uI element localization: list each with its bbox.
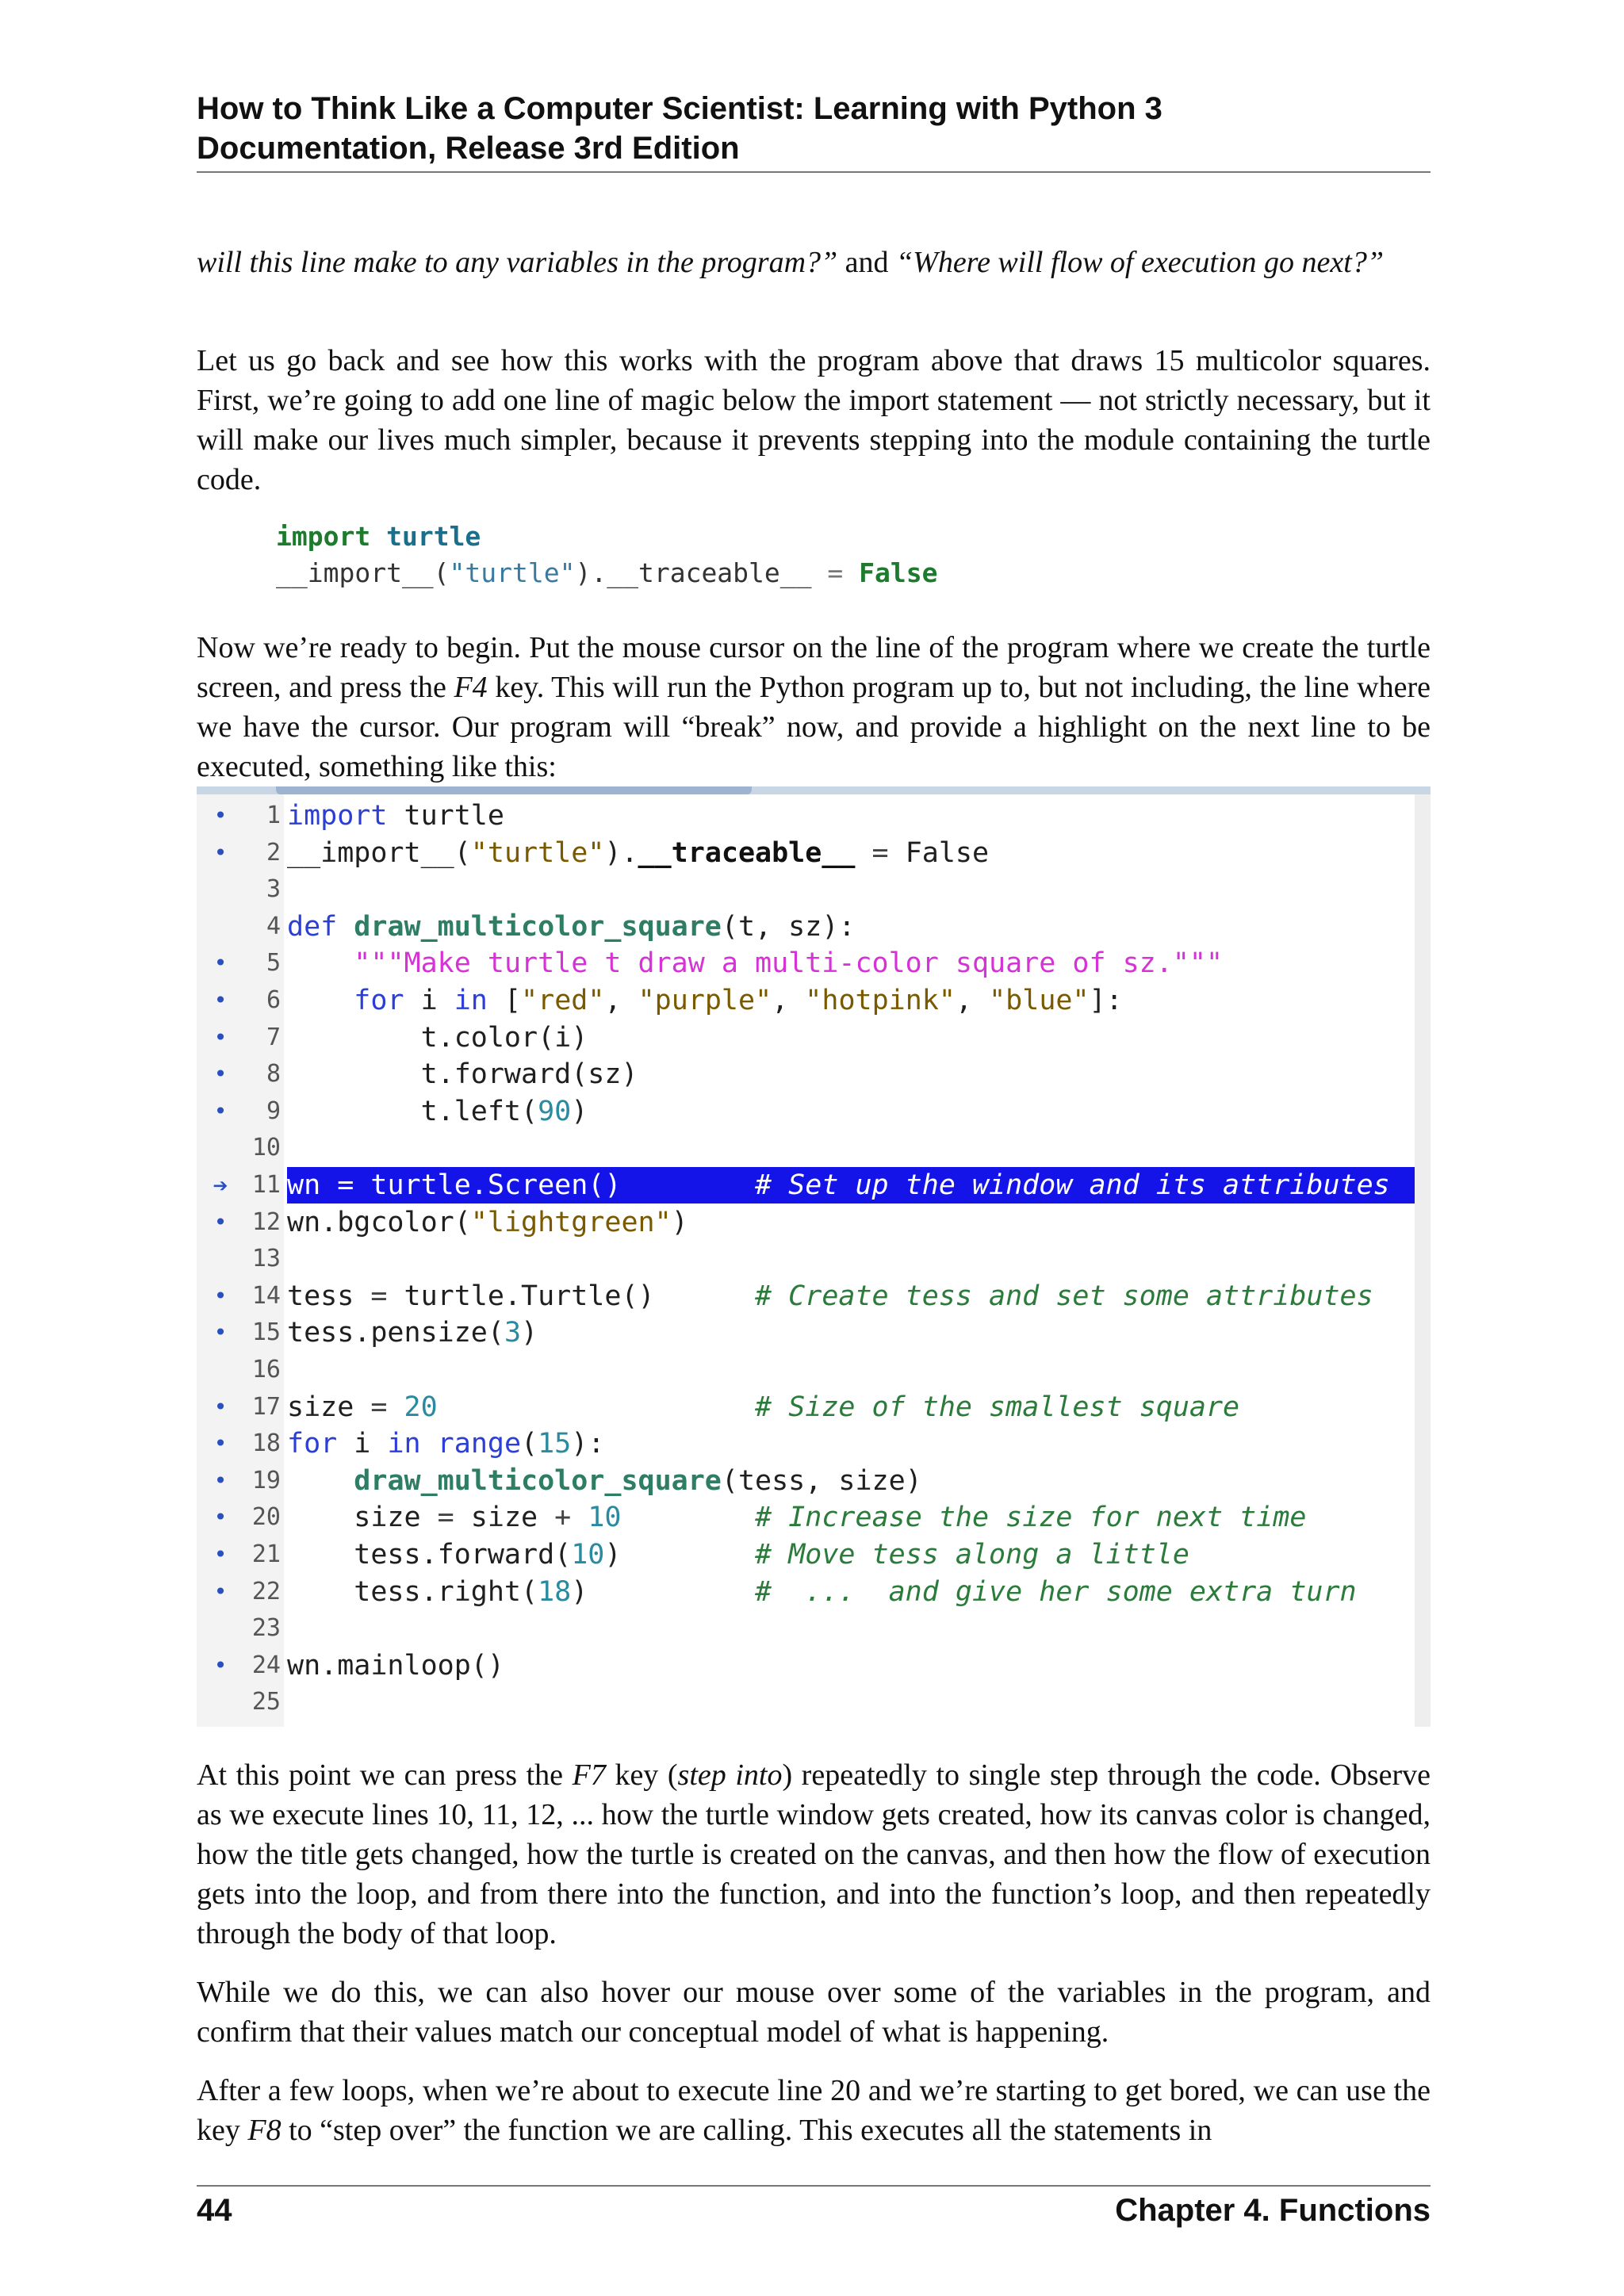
code-text: t.forward(sz) (287, 1058, 638, 1091)
code-text: for i in range(15): (287, 1428, 605, 1460)
breakpoint-dot-icon[interactable]: • (213, 1578, 228, 1605)
code-line-9[interactable] (197, 1093, 1431, 1130)
code-text: t.color(i) (287, 1021, 588, 1054)
paragraph-5: While we do this, we can also hover our mouse over some of the variables in the program, and confirm that their values match our conceptual model of what is happening. (197, 1976, 1431, 2049)
code-text (287, 1352, 1415, 1388)
snippet-line-1 (276, 519, 1228, 555)
p4-text-a: At this point we can press the (197, 1758, 573, 1792)
code-text: tess.right(18) # ... and give her some extra turn (287, 1575, 1357, 1608)
code-line-4[interactable] (197, 909, 1431, 945)
code-line-7[interactable] (197, 1020, 1431, 1056)
code-line-12[interactable] (197, 1204, 1431, 1241)
code-text: wn.bgcolor("lightgreen") (287, 1206, 688, 1238)
breakpoint-dot-icon[interactable]: • (213, 1504, 228, 1531)
breakpoint-dot-icon[interactable]: • (213, 1430, 228, 1457)
code-line-23[interactable] (197, 1610, 1431, 1647)
breakpoint-dot-icon[interactable]: • (213, 1061, 228, 1088)
code-text: wn.mainloop() (287, 1649, 504, 1682)
code-text: tess.pensize(3) (287, 1317, 538, 1349)
line-number: 17 (251, 1392, 281, 1421)
breakpoint-dot-icon[interactable]: • (213, 1097, 228, 1124)
code-text: __import__("turtle").__traceable__ = False (287, 836, 990, 869)
code-line-24[interactable] (197, 1647, 1431, 1684)
code-text: tess.forward(10) # Move tess along a little (287, 1539, 1189, 1571)
line-number: 1 (266, 802, 281, 829)
p4-emphasis: step into (677, 1758, 783, 1792)
header-title-line2: Documentation, Release 3rd Edition (197, 131, 740, 166)
line-number: 7 (266, 1023, 281, 1051)
code-text (287, 1130, 1415, 1166)
line-number: 11 (251, 1171, 281, 1199)
code-line-15[interactable] (197, 1314, 1431, 1351)
code-line-22[interactable] (197, 1574, 1431, 1610)
p4-key: F7 (572, 1758, 606, 1792)
breakpoint-dot-icon[interactable]: • (213, 1208, 228, 1235)
running-header (197, 89, 1431, 168)
line-number: 21 (251, 1540, 281, 1568)
header-title-line1: How to Think Like a Computer Scientist: Learning with Python 3 (197, 91, 1162, 126)
p6-key: F8 (247, 2114, 282, 2147)
p6-text-b: to “step over” the function we are calling. This executes all the statements in (281, 2114, 1212, 2147)
code-text: import turtle (287, 800, 504, 832)
snippet-module-name: turtle (386, 521, 481, 552)
line-number: 14 (251, 1281, 281, 1310)
breakpoint-dot-icon[interactable]: • (213, 987, 228, 1013)
page-number: 44 (197, 2193, 232, 2228)
code-line-3[interactable] (197, 871, 1431, 908)
snippet-import-call: __import__( (276, 557, 450, 588)
snippet-assign: = (811, 557, 860, 588)
code-text (287, 1610, 1415, 1647)
code-text: """Make turtle t draw a multi-color square of sz.""" (354, 947, 1224, 980)
code-text (287, 871, 1415, 908)
code-line-10[interactable] (197, 1130, 1431, 1166)
code-line-21[interactable] (197, 1536, 1431, 1573)
breakpoint-dot-icon[interactable]: • (213, 950, 228, 977)
snippet-attribute: ).__traceable__ (575, 557, 812, 588)
p6-text-a: After a few loops, when we’re about to execute line 20 and we’re starting to get bored, we can use the key (197, 2074, 1431, 2147)
paragraph-4 (197, 1755, 1431, 1954)
snippet-import-keyword: import (276, 521, 371, 552)
code-text: wn = turtle.Screen() # Set up the window and its attributes (287, 1167, 1415, 1203)
line-number: 9 (266, 1096, 281, 1125)
breakpoint-dot-icon[interactable]: • (213, 839, 228, 866)
snippet-line-2 (276, 555, 1228, 591)
breakpoint-dot-icon[interactable]: • (213, 1319, 228, 1346)
code-text: def draw_multicolor_square(t, sz): (287, 910, 856, 943)
snippet-false-value: False (859, 557, 938, 588)
p3-text-b: key. This will run the Python program up to, but not including, the line where we have the cursor. Our program will “break” now, and provide a highlight on the next line to be executed, something like this: (197, 671, 1431, 783)
code-text (287, 1684, 1415, 1720)
code-line-2[interactable] (197, 835, 1431, 871)
footer-rule (197, 2185, 1431, 2187)
code-line-13[interactable] (197, 1241, 1431, 1277)
line-number: 18 (251, 1429, 281, 1458)
paragraph-6 (197, 2071, 1431, 2150)
ide-screenshot (197, 786, 1431, 1727)
snippet-string: "turtle" (449, 557, 576, 588)
code-line-18[interactable] (197, 1425, 1431, 1462)
line-number: 19 (251, 1466, 281, 1494)
breakpoint-dot-icon[interactable]: • (213, 1393, 228, 1420)
line-number: 5 (266, 949, 281, 978)
code-line-14[interactable] (197, 1278, 1431, 1314)
breakpoint-dot-icon[interactable]: • (213, 1541, 228, 1567)
breakpoint-dot-icon[interactable]: • (213, 1651, 228, 1678)
and-text: and (837, 246, 897, 279)
current-line-arrow-icon[interactable]: ➔ (213, 1170, 228, 1200)
paragraph-1 (197, 243, 1431, 282)
line-number: 25 (251, 1688, 281, 1716)
line-number: 10 (251, 1134, 281, 1162)
code-text: t.left(90) (287, 1095, 588, 1127)
p3-key: F4 (454, 671, 488, 704)
quote-1: will this line make to any variables in the program?” (197, 246, 838, 279)
code-text: tess = turtle.Turtle() # Create tess and set some attributes (287, 1280, 1373, 1312)
code-line-25[interactable] (197, 1684, 1431, 1720)
code-line-11[interactable] (197, 1167, 1431, 1203)
line-number: 20 (251, 1503, 281, 1532)
line-number: 13 (251, 1245, 281, 1273)
code-line-1[interactable] (197, 798, 1431, 834)
code-text: draw_multicolor_square(tess, size) (354, 1464, 922, 1497)
breakpoint-dot-icon[interactable]: • (213, 1282, 228, 1309)
line-number: 23 (251, 1614, 281, 1643)
line-number: 2 (266, 838, 281, 867)
line-number: 24 (251, 1651, 281, 1679)
p4-text-b: key ( (605, 1758, 678, 1792)
breakpoint-dot-icon[interactable]: • (213, 1024, 228, 1050)
quote-2: “Where will flow of execution go next?” (896, 246, 1384, 279)
code-line-8[interactable] (197, 1056, 1431, 1093)
p4-text-c: ) repeatedly to single step through the code. Observe as we execute lines 10, 11, 12, ... how the turtle window gets created, how its canvas color is changed, how the title gets changed, how the turtle is created on the canvas, and then how the flow of execution gets into the loop, and from there into the function, and into the function’s loop, and then repeatedly through the body of that loop. (197, 1758, 1431, 1950)
line-number: 3 (266, 875, 281, 904)
line-number: 12 (251, 1207, 281, 1236)
code-line-19[interactable] (197, 1463, 1431, 1499)
code-text: size = size + 10 # Increase the size for next time (287, 1502, 1307, 1534)
paragraph-3 (197, 628, 1431, 786)
ide-tab (276, 786, 752, 794)
paragraph-2: Let us go back and see how this works with the program above that draws 15 multicolor squares. First, we’re going to add one line of magic below the import statement — not strictly necessary, but it will make our lives much simpler, because it prevents stepping into the module containing the turtle code. (197, 344, 1431, 496)
code-snippet (276, 519, 1228, 591)
breakpoint-dot-icon[interactable]: • (213, 1467, 228, 1494)
line-number: 15 (251, 1318, 281, 1347)
line-number: 16 (251, 1356, 281, 1383)
line-number: 8 (266, 1060, 281, 1089)
code-line-20[interactable] (197, 1499, 1431, 1536)
p3-text-a: Now we’re ready to begin. Put the mouse cursor on the line of the program where we create the turtle screen, and press the (197, 631, 1431, 704)
code-text: size = 20 # Size of the smallest square (287, 1391, 1240, 1423)
chapter-label: Chapter 4. Functions (1115, 2193, 1431, 2228)
header-rule (197, 171, 1431, 173)
line-number: 4 (266, 912, 281, 940)
breakpoint-dot-icon[interactable]: • (213, 802, 228, 828)
code-line-6[interactable] (197, 982, 1431, 1019)
line-number: 22 (251, 1577, 281, 1605)
line-number: 6 (266, 986, 281, 1014)
code-line-5[interactable] (197, 945, 1431, 982)
code-line-16[interactable] (197, 1352, 1431, 1388)
code-text: for i in ["red", "purple", "hotpink", "blue"]: (354, 985, 1123, 1016)
code-text (287, 1241, 1415, 1277)
code-line-17[interactable] (197, 1389, 1431, 1425)
